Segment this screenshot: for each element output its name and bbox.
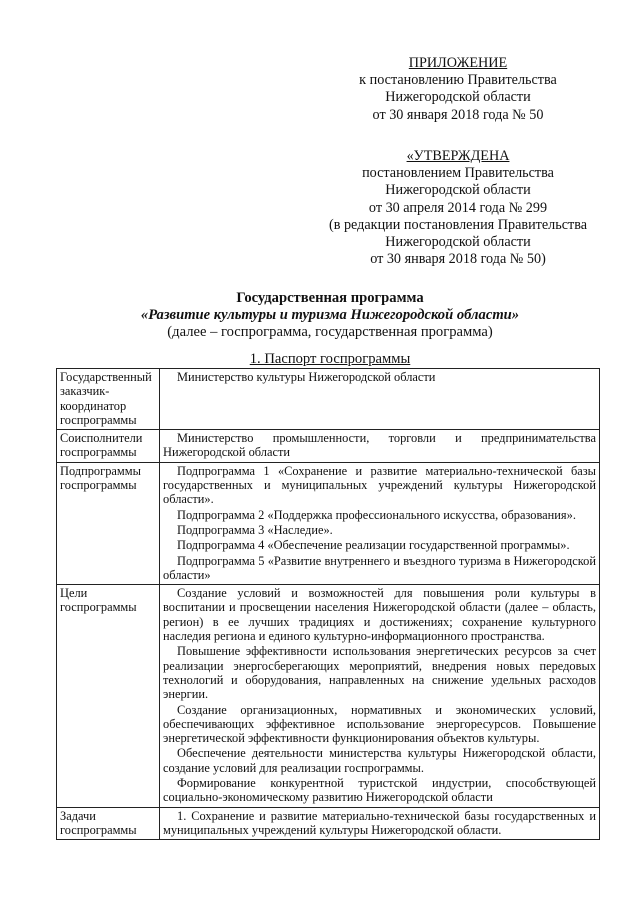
value-paragraph: Подпрограмма 4 «Обеспечение реализации государственной программы». (177, 538, 570, 553)
approved-line: (в редакции постановления Правительства (328, 216, 588, 233)
appendix-line: к постановлению Правительства (359, 72, 557, 89)
value-paragraph: Подпрограмма 1 «Сохранение и развитие материально-технической базы государственных и муниципальных учреждений культуры Нижегородской области». (163, 463, 596, 507)
row-value (160, 585, 600, 807)
appendix-line: Нижегородской области (385, 89, 531, 106)
passport-table (56, 368, 600, 840)
row-label: Соисполнители госпрограммы (57, 430, 160, 463)
approved-heading: «УТВЕРЖДЕНА (406, 148, 510, 164)
approved-block (300, 148, 616, 268)
row-label: Государственный заказчик-координатор госпрограммы (57, 369, 160, 430)
value-paragraph: Обеспечение деятельности министерства культуры Нижегородской области, создание условий для реализации госпрограммы. (163, 746, 596, 775)
appendix-heading: ПРИЛОЖЕНИЕ (408, 55, 508, 71)
program-subtitle: (далее – госпрограмма, государственная программа) (167, 324, 493, 340)
value-paragraph: Формирование конкурентной туристской индустрии, способствующей социально-экономическому развитию Нижегородской области (163, 776, 596, 805)
table-row (57, 369, 600, 430)
table-row (57, 585, 600, 807)
value-paragraph: Создание условий и возможностей для повышения роли культуры в воспитании и просвещении населения Нижегородской области (далее – область, регион) в ее лучших традициях и достижениях; сохранение культурного наследия региона и единого культурно-информационного пространства. (163, 586, 596, 644)
approved-line: постановлением Правительства (362, 165, 554, 182)
row-value (160, 462, 600, 584)
row-label: Задачи госпрограммы (57, 807, 160, 840)
value-paragraph: Министерство промышленности, торговли и предпринимательства Нижегородской области (163, 431, 596, 460)
table-row (57, 430, 600, 463)
program-heading: Государственная программа (236, 290, 424, 306)
value-paragraph: Министерство культуры Нижегородской области (177, 370, 436, 384)
table-row (57, 807, 600, 840)
value-paragraph: 1. Сохранение и развитие материально-технической базы государственных и муниципальных учреждений культуры Нижегородской области. (163, 808, 596, 837)
appendix-line: от 30 января 2018 года № 50 (372, 106, 544, 123)
value-paragraph: Подпрограмма 5 «Развитие внутреннего и въездного туризма в Нижегородской области» (163, 553, 596, 582)
approved-line: Нижегородской области (385, 182, 531, 199)
table-row (57, 462, 600, 584)
row-label: Подпрограммы госпрограммы (57, 462, 160, 584)
row-value (160, 369, 600, 430)
value-paragraph: Подпрограмма 3 «Наследие». (177, 522, 333, 537)
approved-line: от 30 апреля 2014 года № 299 (368, 199, 548, 216)
appendix-block (300, 55, 616, 124)
value-paragraph: Создание организационных, нормативных и экономических условий, обеспечивающих эффективное использование энергоресурсов. Повышение энергетической эффективности функционирования объектов культуры. (163, 702, 596, 746)
program-title: «Развитие культуры и туризма Нижегородской области» (140, 307, 520, 323)
value-paragraph: Повышение эффективности использования энергетических ресурсов за счет реализации энергосберегающих мероприятий, внедрения новых передовых технологий и оборудования, направленных на снижение удельных расходов энергии. (163, 644, 596, 702)
approved-line: от 30 января 2018 года № 50) (370, 251, 546, 268)
row-value (160, 807, 600, 840)
value-paragraph: Подпрограмма 2 «Поддержка профессионального искусства, образования». (177, 507, 576, 522)
program-header (60, 290, 600, 341)
passport-title: 1. Паспорт госпрограммы (249, 351, 411, 367)
row-label: Цели госпрограммы (57, 585, 160, 807)
row-value (160, 430, 600, 463)
approved-line: Нижегородской области (385, 234, 531, 251)
